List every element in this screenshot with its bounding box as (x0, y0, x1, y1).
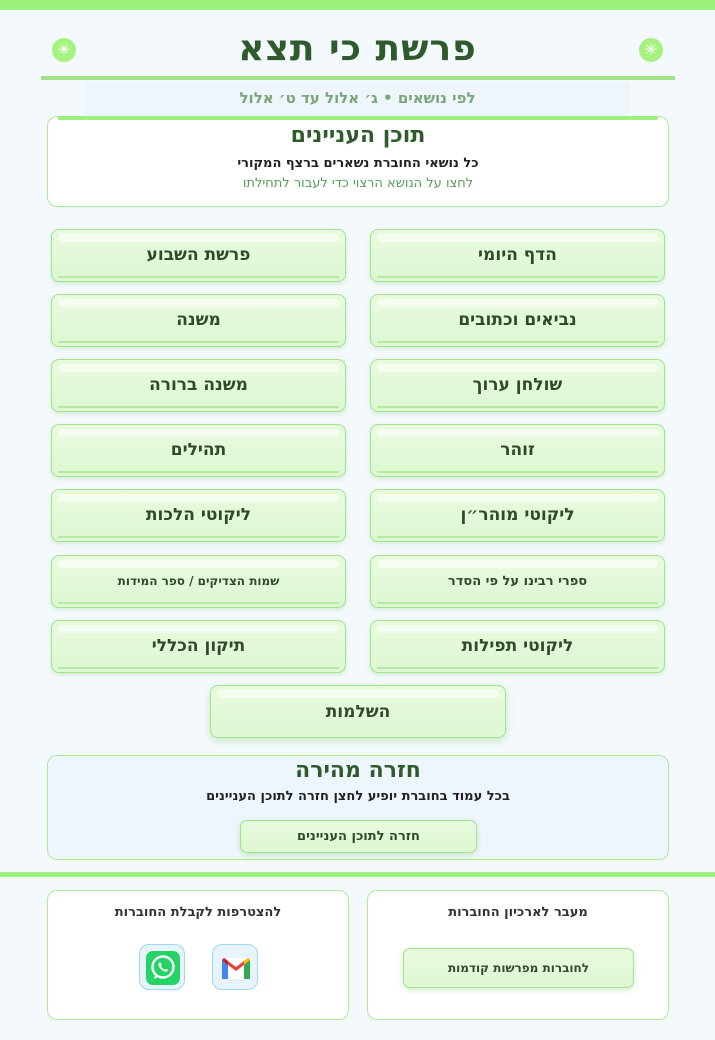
topic-label: ליקוטי הלכות (145, 505, 252, 525)
back-to-toc-button[interactable]: חזרה לתוכן העניינים (240, 820, 477, 853)
topic-button-neviim-uketuvim[interactable] (370, 294, 665, 347)
topic-button-shemot-hatzadikim[interactable] (51, 555, 346, 608)
topic-button-mishna-berura[interactable] (51, 359, 346, 412)
topic-label: פרשת השבוע (146, 245, 251, 265)
topic-label: שמות הצדיקים / ספר המידות (117, 574, 280, 588)
topic-button-tikun-haklali[interactable] (51, 620, 346, 673)
topic-button-sifrei-rabeinu[interactable] (370, 555, 665, 608)
topic-label: משנה ברורה (149, 375, 248, 395)
topic-label: ליקוטי מוהר״ן (460, 505, 575, 525)
summary-button[interactable] (210, 685, 506, 738)
topic-label: תיקון הכללי (151, 636, 246, 656)
topic-button-zohar[interactable] (370, 424, 665, 477)
topic-button-shulchan-aruch[interactable] (370, 359, 665, 412)
quick-return-title: חזרה מהירה (295, 758, 421, 783)
star-icon: ✳ (639, 38, 663, 62)
topic-label: שולחן ערוך (472, 375, 563, 395)
topic-label: ליקוטי תפילות (461, 636, 574, 656)
topic-button-tehillim[interactable] (51, 424, 346, 477)
toc-title: תוכן העניינים (290, 123, 426, 148)
quick-return-description: בכל עמוד בחוברת יופיע לחצן חזרה לתוכן העניינים (206, 789, 510, 804)
subscribe-card (47, 890, 349, 1020)
topic-label: משנה (176, 310, 221, 330)
topic-label: זוהר (500, 440, 535, 460)
previous-booklets-button[interactable]: לחוברות מפרשות קודמות (403, 948, 634, 988)
star-icon: ✳ (52, 38, 76, 62)
topic-label: הדף היומי (478, 245, 557, 265)
topic-button-mishna[interactable] (51, 294, 346, 347)
topic-button-daf-yomi[interactable] (370, 229, 665, 282)
toc-instruction: לחצו על הנושא הרצוי כדי לעבור לתחילתו (242, 176, 474, 191)
header (0, 10, 715, 120)
top-accent-bar (0, 0, 715, 10)
quick-return-panel (47, 755, 669, 860)
toc-description: כל נושאי החוברת נשארים ברצף המקורי (237, 156, 479, 171)
topic-button-likutei-tefilot[interactable] (370, 620, 665, 673)
whatsapp-icon[interactable] (139, 944, 185, 990)
summary-label: השלמות (325, 702, 391, 722)
gmail-icon[interactable] (212, 944, 258, 990)
toc-panel (47, 116, 669, 207)
topic-label: תהילים (170, 440, 227, 460)
topic-button-parashat-hashavua[interactable] (51, 229, 346, 282)
topic-label: ספרי רבינו על פי הסדר (447, 574, 588, 589)
topic-label: נביאים וכתובים (458, 310, 577, 330)
toc-accent-bar (58, 116, 658, 120)
page-title: פרשת כי תצא (238, 28, 477, 69)
page-subtitle: לפי נושאים • ג׳ אלול עד ט׳ אלול (239, 89, 476, 107)
title-underline (41, 76, 675, 80)
archive-title: מעבר לארכיון החוברות (448, 905, 588, 920)
topic-button-likutei-moharan[interactable] (370, 489, 665, 542)
archive-card (367, 890, 669, 1020)
section-divider (0, 872, 715, 877)
topic-button-likutei-halachot[interactable] (51, 489, 346, 542)
subscribe-title: להצטרפות לקבלת החוברות (114, 905, 282, 920)
